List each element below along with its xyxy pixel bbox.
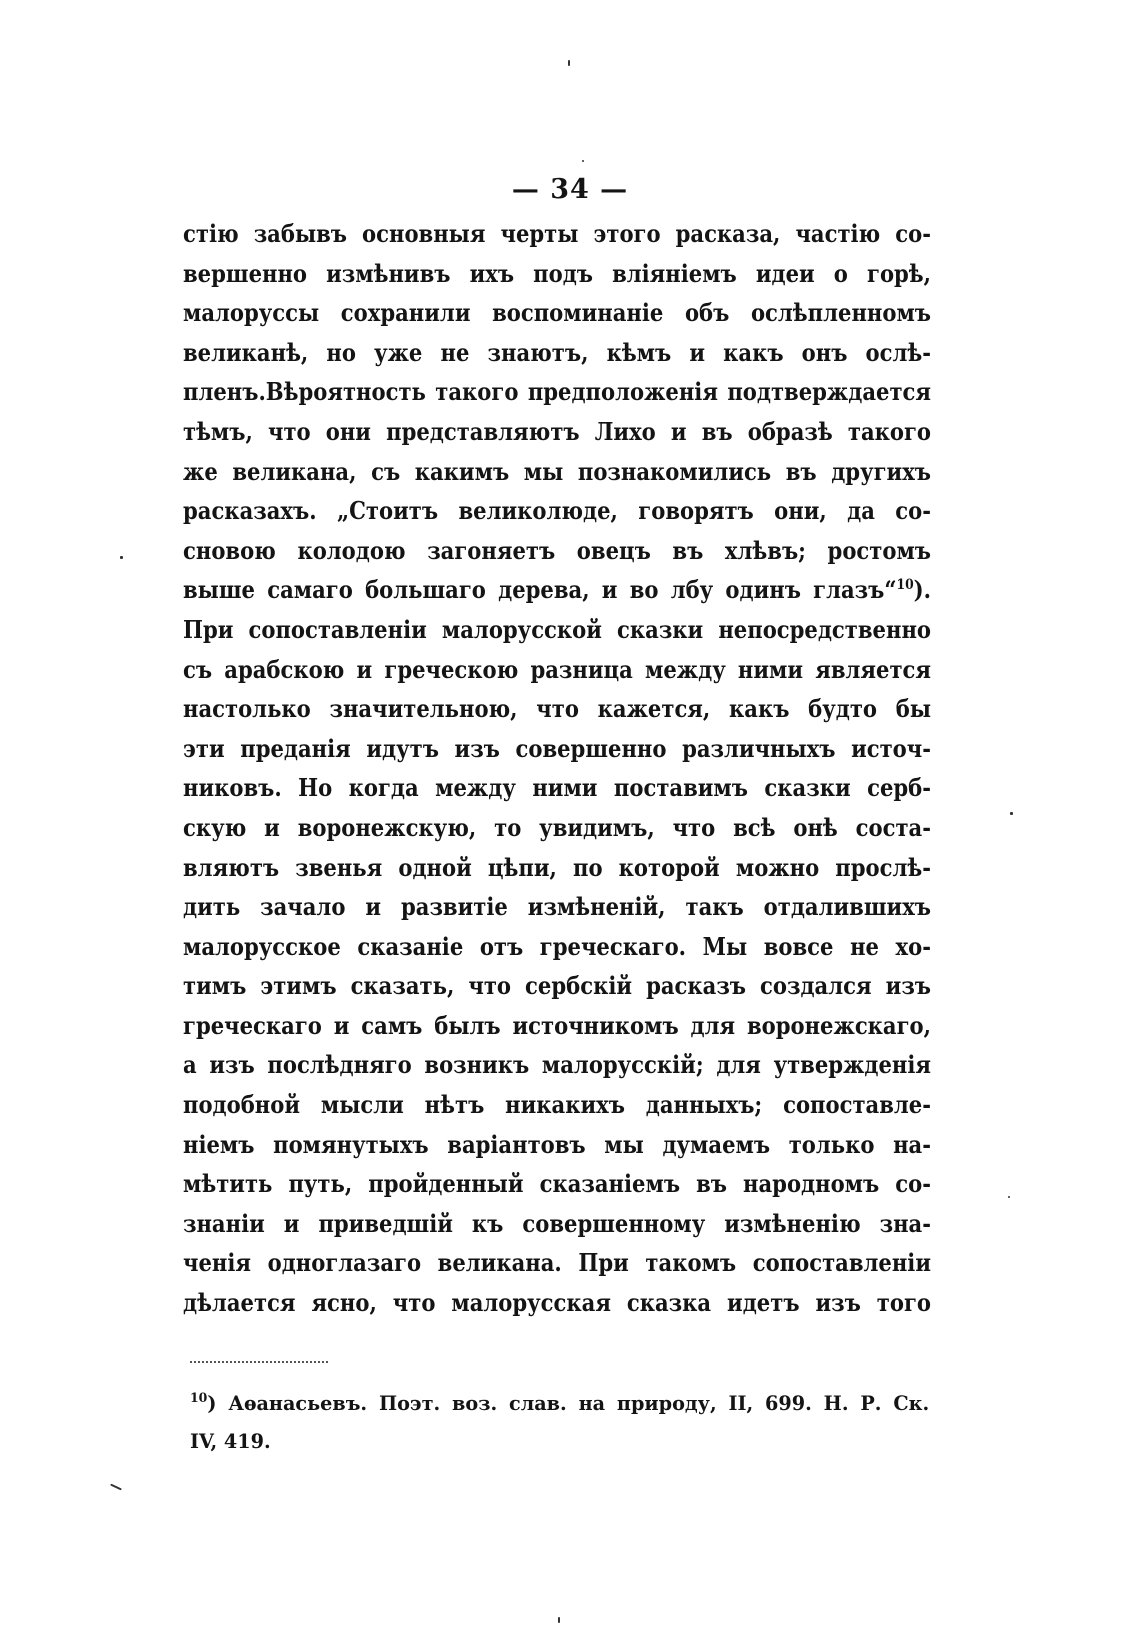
- text-line: настолько значительною, что кажется, какъ будто бы: [183, 694, 931, 724]
- text-line: никовъ. Но когда между ними поставимъ сказки серб-: [183, 773, 931, 803]
- page-number: — 34 —: [511, 174, 629, 205]
- text-line: сновою колодою загоняетъ овецъ въ хлѣвъ; ростомъ: [183, 535, 931, 565]
- scan-speck: [582, 160, 584, 162]
- text-line: вляютъ звенья одной цѣпи, по которой можно прослѣ-: [183, 852, 931, 882]
- text-line: тимъ этимъ сказать, что сербскій расказъ создался изъ: [183, 971, 931, 1001]
- text-line: пленъ.Вѣроятность такого предположенія подтверждается: [183, 377, 931, 407]
- text-line: малоруссы сохранили воспоминаніе объ ослѣпленномъ: [183, 298, 931, 328]
- text-line: великанѣ, но уже не знаютъ, кѣмъ и какъ онъ ослѣ-: [183, 337, 931, 367]
- scan-speck: [110, 1484, 122, 1491]
- text-line: ніемъ помянутыхъ варіантовъ мы думаемъ только на-: [183, 1129, 931, 1159]
- text-line: стію забывъ основныя черты этого расказа, частію со-: [183, 219, 931, 248]
- footnote-line: IV, 419.: [190, 1429, 271, 1453]
- scan-speck: [120, 556, 123, 559]
- text-line: малорусское сказаніе отъ греческаго. Мы вовсе не хо-: [183, 931, 931, 961]
- scan-speck: [1008, 1196, 1010, 1198]
- text-line: подобной мысли нѣтъ никакихъ данныхъ; сопоставле-: [183, 1090, 931, 1120]
- text-line: вершенно измѣнивъ ихъ подъ вліяніемъ идеи о горѣ,: [183, 258, 931, 288]
- text-line: греческаго и самъ былъ источникомъ для воронежскаго,: [183, 1010, 931, 1040]
- text-line: же великана, съ какимъ мы познакомились въ другихъ: [183, 456, 931, 486]
- scan-speck: [1010, 812, 1013, 815]
- text-line-with-note: [183, 570, 931, 610]
- text-line: дить зачало и развитіе измѣненій, такъ отдалившихъ: [183, 892, 931, 922]
- text-line-content: выше самаго большаго дерева, и во лбу одинъ глазъ“: [183, 575, 897, 605]
- text-line: ченія одноглазаго великана. При такомъ сопоставленіи: [183, 1248, 931, 1278]
- footnote-citation: ) Аѳанасьевъ. Поэт. воз. слав. на природу, II, 699. Н. Р. Ск.: [207, 1391, 930, 1415]
- scan-speck: [558, 1617, 560, 1623]
- text-line-tail: ).: [913, 575, 931, 605]
- scan-speck: [568, 60, 570, 66]
- text-line: эти преданія идутъ изъ совершенно различныхъ источ-: [183, 733, 931, 763]
- text-line: дѣлается ясно, что малорусская сказка идетъ изъ того: [183, 1288, 931, 1318]
- text-line: знаніи и приведшій къ совершенному измѣненію зна-: [183, 1208, 931, 1238]
- footnote-reference[interactable]: 10: [896, 577, 914, 594]
- text-line: тѣмъ, что они представляютъ Лихо и въ образѣ такого: [183, 416, 931, 446]
- footnote-marker: 10: [190, 1391, 208, 1406]
- text-line: а изъ послѣдняго возникъ малорусскій; для утвержденія: [183, 1050, 931, 1080]
- text-line: мѣтить путь, пройденный сказаніемъ въ народномъ со-: [183, 1169, 931, 1199]
- footnote-line: [190, 1384, 929, 1422]
- text-line: При сопоставленіи малорусской сказки непосредственно: [183, 614, 931, 644]
- footnote: [190, 1384, 930, 1460]
- text-line: съ арабскою и греческою разница между ними является: [183, 654, 931, 684]
- footnote-separator: [190, 1361, 328, 1363]
- body-text: [183, 214, 931, 1323]
- text-line: скую и воронежскую, то увидимъ, что всѣ онѣ соста-: [183, 812, 931, 842]
- text-line: расказахъ. „Стоитъ великолюде, говорятъ они, да со-: [183, 496, 931, 526]
